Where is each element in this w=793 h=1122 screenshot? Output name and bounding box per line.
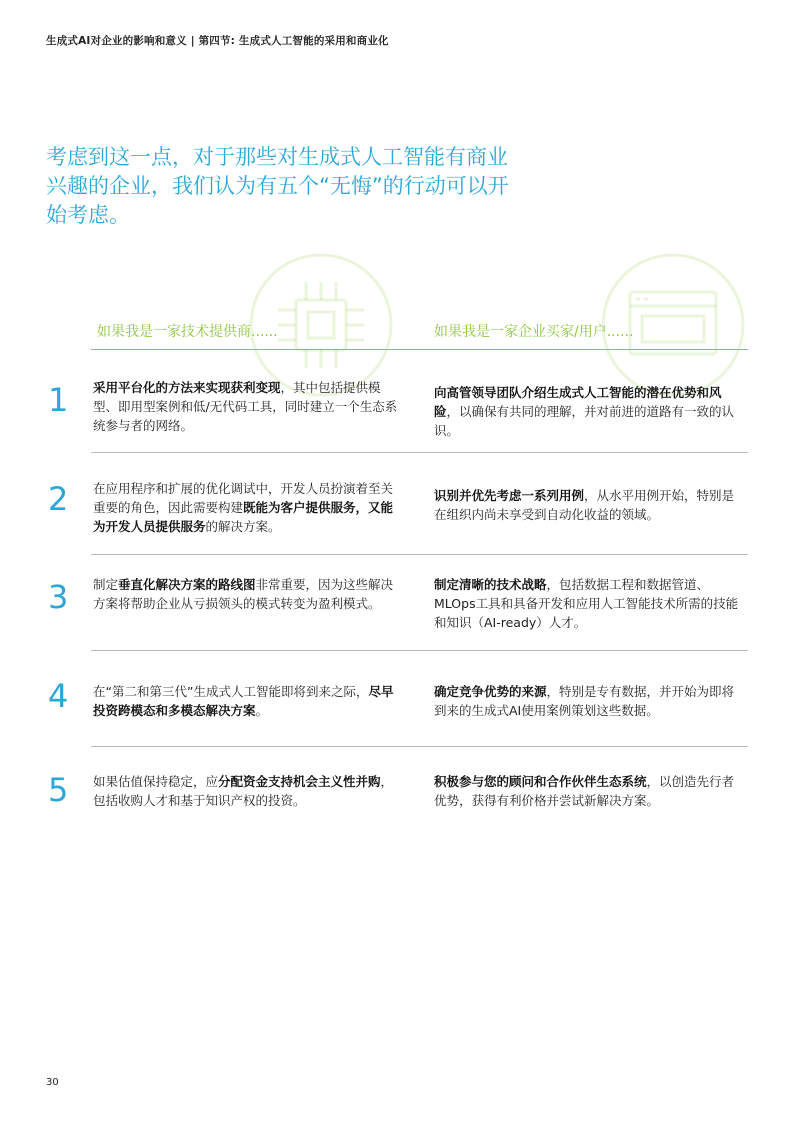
action-text: 在应用程序和扩展的优化调试中，开发人员扮演着至关重要的角色，因此需要构建 [93, 481, 394, 515]
row-divider [91, 650, 748, 651]
action-number: 3 [48, 578, 69, 616]
provider-action [93, 772, 398, 810]
action-text: ，其中包括提供模型、即用型案例和低/无代码工具，同时建立一个生态系统参与者的网络。 [93, 380, 398, 433]
action-emphasis: 识别并优先考虑一系列用例 [434, 488, 585, 503]
action-emphasis: 既能为客户提供服务，又能为开发人员提供服务 [93, 500, 394, 534]
column-heading-buyer: 如果我是一家企业买家/用户...... [434, 324, 634, 340]
row-divider [91, 452, 748, 453]
action-emphasis: 向高管领导团队介绍生成式人工智能的潜在优势和风险 [434, 385, 722, 419]
provider-action [93, 575, 398, 613]
action-text: 的解决方案。 [205, 519, 281, 534]
page-headline: 考虑到这一点，对于那些对生成式人工智能有商业兴趣的企业，我们认为有五个“无悔”的行动可以开始考虑。 [46, 145, 509, 227]
provider-action [93, 378, 398, 435]
action-text: ，以确保有共同的理解，并对前进的道路有一致的认识。 [434, 404, 735, 438]
action-emphasis: 确定竞争优势的来源 [434, 684, 547, 699]
action-text: 。 [255, 703, 269, 718]
action-number: 2 [48, 480, 69, 518]
action-text: ，包括收购人才和基于知识产权的投资。 [93, 774, 394, 808]
column-heading-provider: 如果我是一家技术提供商...... [97, 324, 278, 340]
buyer-action [434, 486, 744, 524]
action-text: ，以创造先行者优势，获得有利价格并尝试新解决方案。 [434, 774, 735, 808]
action-number: 5 [48, 771, 69, 809]
action-text: ，从水平用例开始，特别是在组织内尚未享受到自动化收益的领域。 [434, 488, 735, 522]
provider-action [93, 682, 398, 720]
buyer-action [434, 772, 744, 810]
action-emphasis: 尽早投资跨模态和多模态解决方案 [93, 684, 394, 718]
action-text: 非常重要，因为这些解决方案将帮助企业从亏损领头的模式转变为盈利模式。 [93, 577, 394, 611]
page-number: 30 [46, 1077, 59, 1088]
action-text: ，特别是专有数据，并开始为即将到来的生成式AI使用案例策划这些数据。 [434, 684, 735, 718]
action-emphasis: 分配资金支持机会主义性并购 [218, 774, 381, 789]
buyer-action [434, 682, 744, 720]
action-emphasis: 积极参与您的顾问和合作伙伴生态系统 [434, 774, 647, 789]
action-emphasis: 垂直化解决方案的路线图 [118, 577, 256, 592]
row-divider [91, 746, 748, 747]
action-text: 制定 [93, 577, 119, 592]
action-number: 4 [48, 677, 69, 715]
action-emphasis: 采用平台化的方法来实现获利变现 [93, 380, 281, 395]
action-emphasis: 制定清晰的技术战略 [434, 577, 547, 592]
running-header: 生成式AI对企业的影响和意义 | 第四节: 生成式人工智能的采用和商业化 [46, 35, 389, 47]
action-text: ，包括数据工程和数据管道、MLOps工具和具备开发和应用人工智能技术所需的技能和知识（AI-ready）人才。 [434, 577, 739, 630]
row-divider [91, 554, 748, 555]
action-number: 1 [48, 381, 69, 419]
buyer-action [434, 383, 744, 440]
heading-divider [91, 349, 748, 350]
action-text: 在“第二和第三代”生成式人工智能即将到来之际， [93, 684, 369, 699]
buyer-action [434, 575, 744, 632]
action-text: 如果估值保持稳定，应 [93, 774, 219, 789]
provider-action [93, 479, 398, 536]
